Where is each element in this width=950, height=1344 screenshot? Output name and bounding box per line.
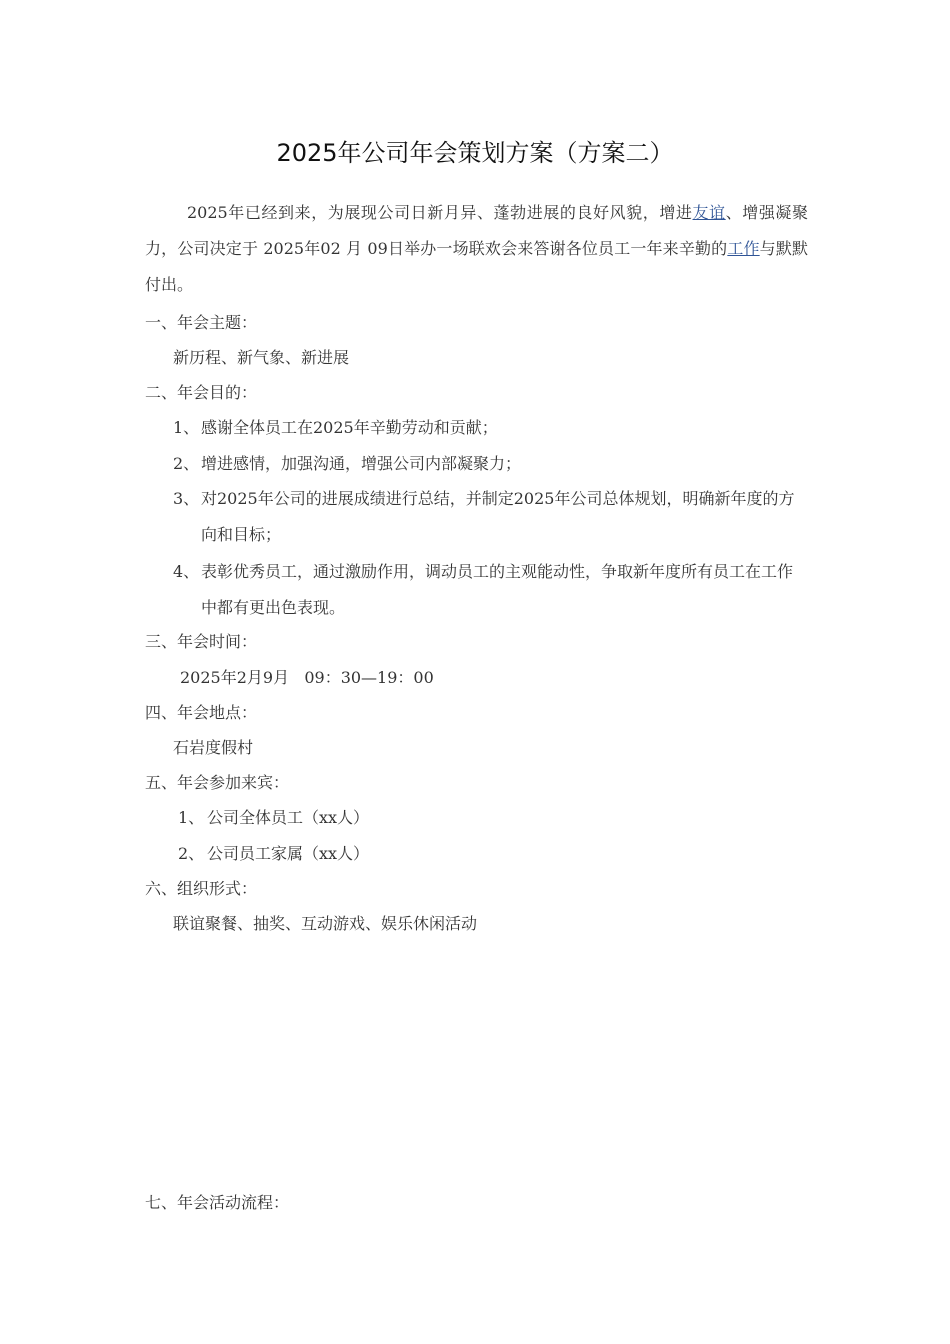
section-5-number: 五、 <box>145 773 178 792</box>
section-3-number: 三、 <box>145 632 178 651</box>
section-1-number: 一、 <box>145 313 178 332</box>
section-2-number: 二、 <box>145 383 178 402</box>
goal-item-1-number: 1、 <box>173 418 200 437</box>
goal-item-3-text: 对2025年公司的进展成绩进行总结，并制定2025年公司总体规划，明确新年度的方向和目标； <box>201 489 795 544</box>
section-7-number: 七、 <box>145 1193 178 1212</box>
section-1-heading <box>145 311 257 335</box>
section-2-heading <box>145 381 257 405</box>
section-7-heading <box>145 1191 289 1215</box>
goal-item-2-number: 2、 <box>173 454 200 473</box>
section-3-title: 年会时间： <box>177 632 258 651</box>
section-3-heading <box>145 630 257 654</box>
intro-text-1: 2025年已经到来，为展现公司日新月异、蓬勃进展的良好风貌，增进 <box>187 203 693 222</box>
intro-text-3: 与默默付出。 <box>145 239 808 294</box>
section-4-number: 四、 <box>145 703 178 722</box>
section-6-content: 联谊聚餐、抽奖、互动游戏、娱乐休闲活动 <box>173 914 478 933</box>
guest-item-1-text: 公司全体员工（xx人） <box>207 808 370 827</box>
section-2-title: 年会目的： <box>177 383 258 402</box>
goal-item-4-number: 4、 <box>173 562 200 581</box>
goal-item-2 <box>173 452 521 476</box>
goal-item-1-text: 感谢全体员工在2025年辛勤劳动和贡献； <box>201 418 498 437</box>
intro-paragraph <box>145 195 808 303</box>
goal-item-2-text: 增进感情，加强沟通，增强公司内部凝聚力； <box>201 454 522 473</box>
goal-item-1 <box>173 416 498 440</box>
intro-text-2: 、增强凝聚力，公司决定于 2025年02 月 09日举办一场联欢会来答谢各位员工一年来辛勤的 <box>145 203 808 258</box>
section-6-heading <box>145 877 257 901</box>
guest-item-2-text: 公司员工家属（xx人） <box>207 844 370 863</box>
section-5-heading <box>145 771 289 795</box>
link-gongzuo[interactable]: 工作 <box>727 239 760 258</box>
guest-item-2-number: 2、 <box>178 844 205 863</box>
section-4-content: 石岩度假村 <box>173 738 254 757</box>
section-1-title: 年会主题： <box>177 313 258 332</box>
goal-item-3-number: 3、 <box>173 489 200 508</box>
link-youyi[interactable]: 友谊 <box>692 203 726 222</box>
document-title: 2025年公司年会策划方案（方案二） <box>276 139 674 167</box>
guest-item-1 <box>178 806 369 830</box>
section-3-content: 2025年2月9月 09：30—19：00 <box>180 668 434 687</box>
guest-item-1-number: 1、 <box>178 808 205 827</box>
section-4-heading <box>145 701 257 725</box>
section-1-content: 新历程、新气象、新进展 <box>173 348 350 367</box>
section-7-title: 年会活动流程： <box>177 1193 290 1212</box>
section-5-title: 年会参加来宾： <box>177 773 290 792</box>
goal-item-4-text: 表彰优秀员工，通过激励作用，调动员工的主观能动性，争取新年度所有员工在工作中都有更出色表现。 <box>201 562 794 617</box>
section-6-number: 六、 <box>145 879 178 898</box>
section-6-title: 组织形式： <box>177 879 258 898</box>
guest-item-2 <box>178 842 369 866</box>
section-4-title: 年会地点： <box>177 703 258 722</box>
